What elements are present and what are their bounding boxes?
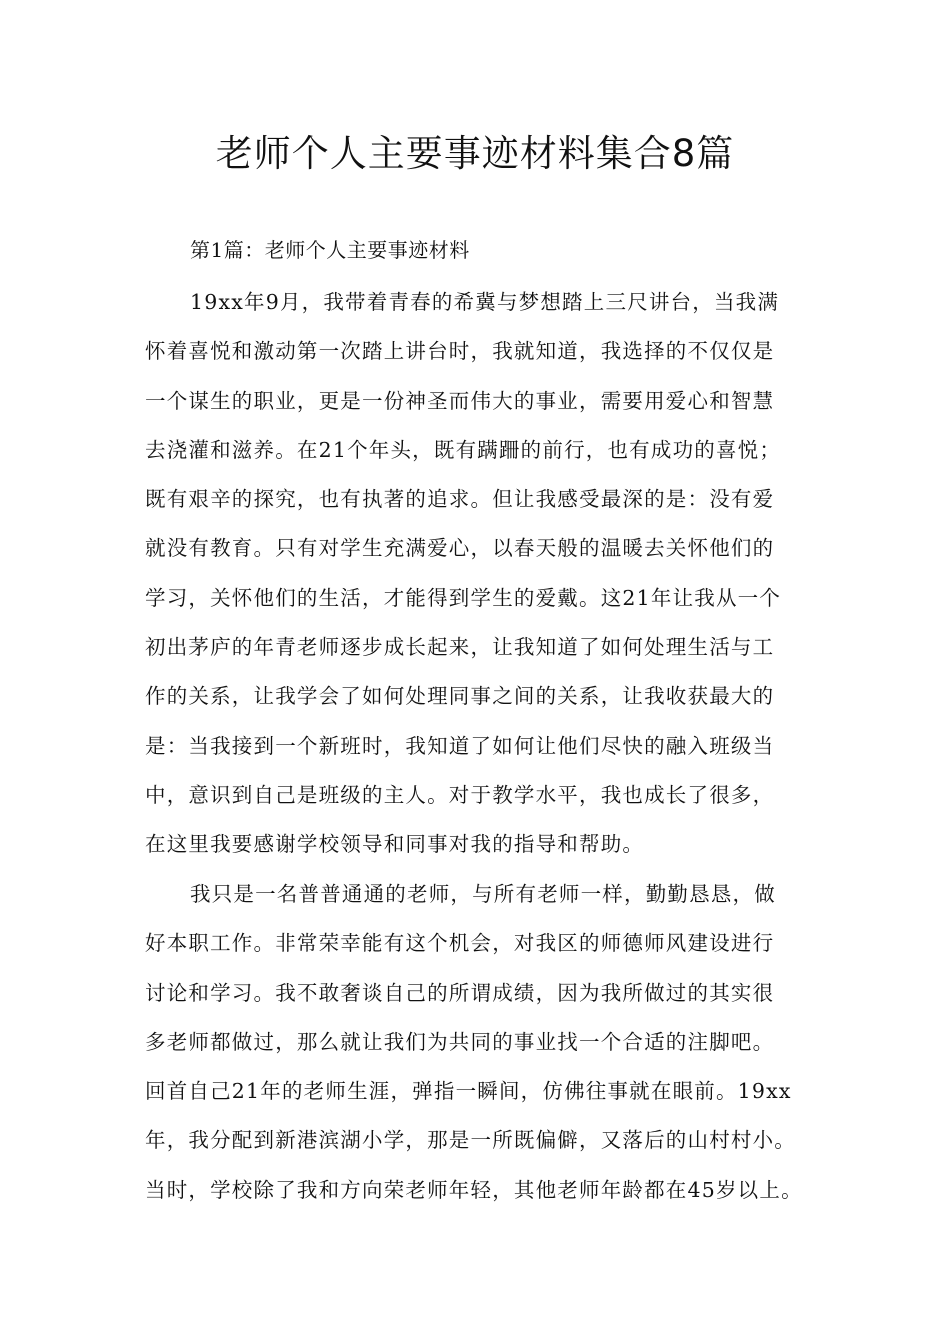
paragraph-line: 作的关系，让我学会了如何处理同事之间的关系，让我收获最大的: [145, 684, 775, 709]
paragraph-line: 多老师都做过，那么就让我们为共同的事业找一个合适的注脚吧。: [145, 1029, 775, 1054]
body-paragraph: [145, 876, 817, 1221]
paragraph-line: 去浇灌和滋养。在21个年头，既有蹒跚的前行，也有成功的喜悦；: [145, 437, 782, 462]
paragraph-line: 既有艰辛的探究，也有执著的追求。但让我感受最深的是：没有爱: [145, 487, 775, 512]
document-title: 老师个人主要事迹材料集合8篇: [215, 132, 735, 175]
paragraph-line: 在这里我要感谢学校领导和同事对我的指导和帮助。: [145, 832, 645, 857]
paragraph-line: 是：当我接到一个新班时，我知道了如何让他们尽快的融入班级当: [145, 733, 775, 758]
paragraph-line: 当时，学校除了我和方向荣老师年轻，其他老师年龄都在45岁以上。: [145, 1177, 803, 1202]
paragraph-line: 学习，关怀他们的生活，才能得到学生的爱戴。这21年让我从一个: [145, 585, 782, 610]
paragraph-line: 回首自己21年的老师生涯，弹指一瞬间，仿佛往事就在眼前。19xx: [145, 1079, 792, 1104]
paragraph-line: 中，意识到自己是班级的主人。对于教学水平，我也成长了很多，: [145, 782, 775, 807]
paragraph-line: 怀着喜悦和激动第一次踏上讲台时，我就知道，我选择的不仅仅是: [145, 339, 775, 364]
body-paragraph: [145, 284, 817, 876]
section-heading: 第1篇：老师个人主要事迹材料: [190, 238, 470, 262]
paragraph-line: 讨论和学习。我不敢奢谈自己的所谓成绩，因为我所做过的其实很: [145, 980, 775, 1005]
paragraph-line: 一个谋生的职业，更是一份神圣而伟大的事业，需要用爱心和智慧: [145, 388, 775, 413]
paragraph-line: 就没有教育。只有对学生充满爱心，以春天般的温暖去关怀他们的: [145, 536, 775, 561]
paragraph-line: 好本职工作。非常荣幸能有这个机会，对我区的师德师风建设进行: [145, 931, 775, 956]
paragraph-line: 年，我分配到新港滨湖小学，那是一所既偏僻，又落后的山村村小。: [145, 1128, 796, 1153]
paragraph-line: 初出茅庐的年青老师逐步成长起来，让我知道了如何处理生活与工: [145, 635, 775, 660]
paragraph-line: 19xx年9月，我带着青春的希冀与梦想踏上三尺讲台，当我满: [190, 290, 780, 314]
paragraph-line: 我只是一名普普通通的老师，与所有老师一样，勤勤恳恳，做: [190, 882, 776, 906]
